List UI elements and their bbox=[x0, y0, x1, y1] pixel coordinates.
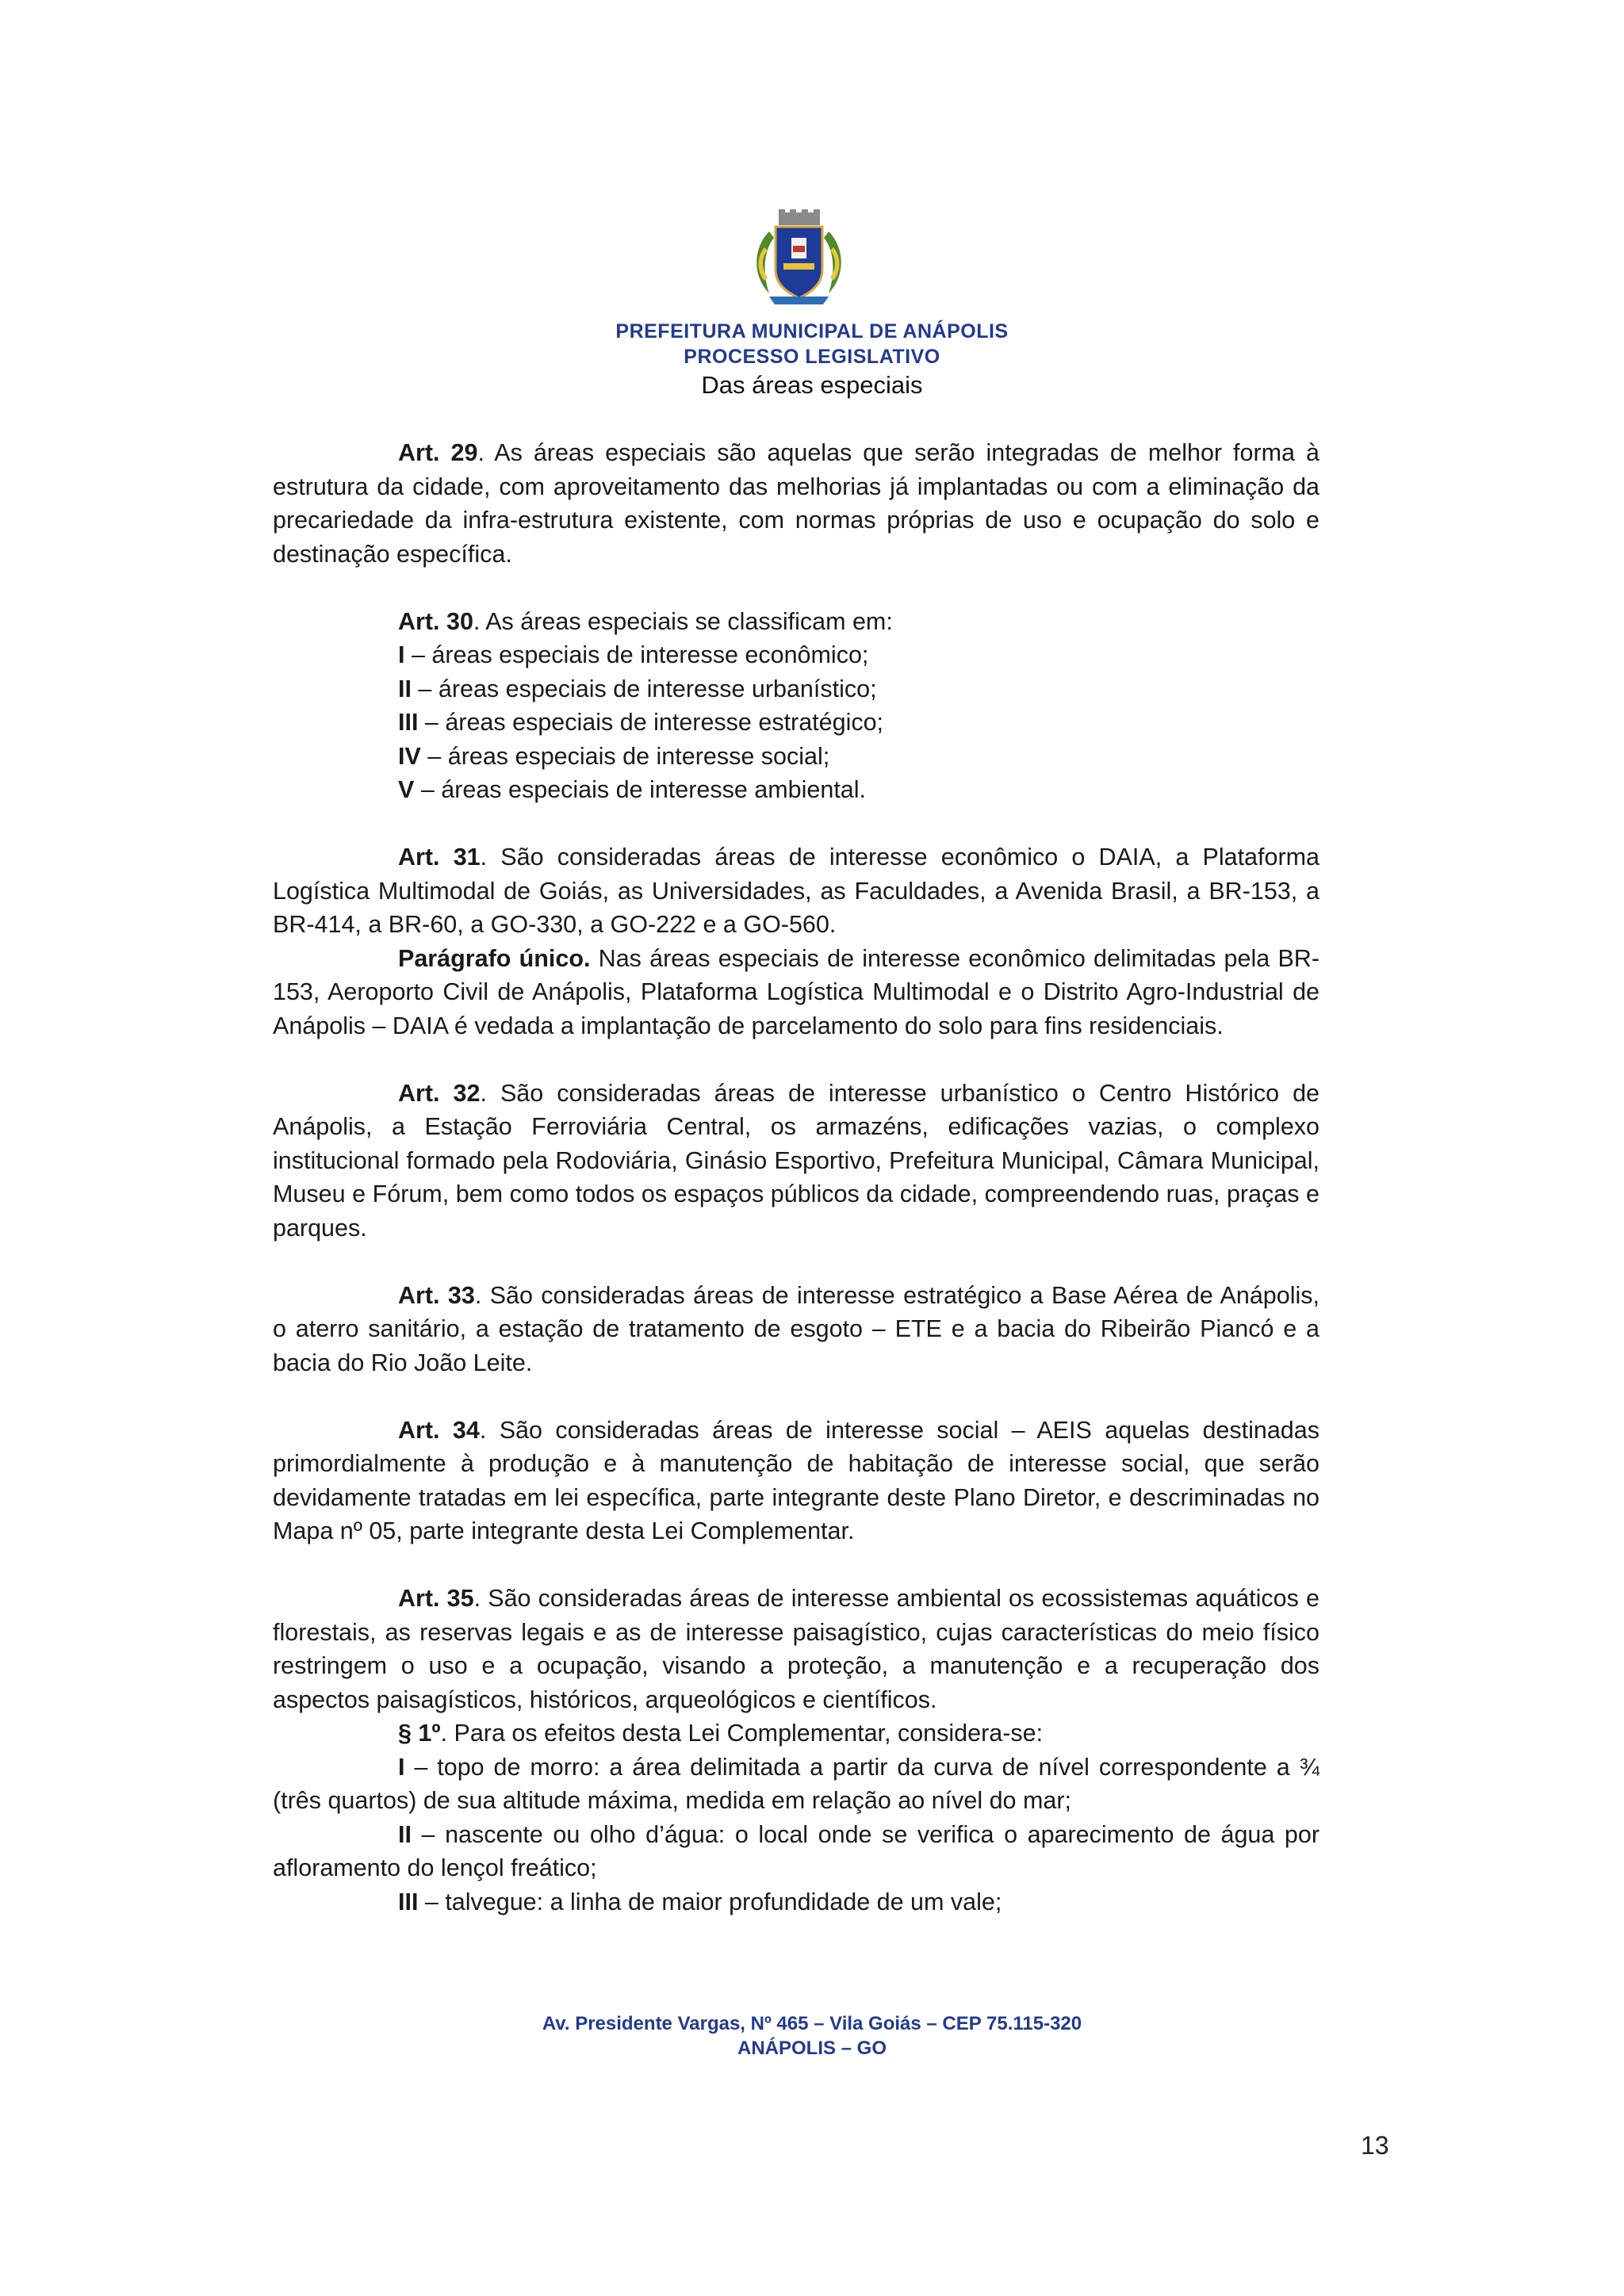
list-item bbox=[273, 672, 1320, 706]
footer-city: ANÁPOLIS – GO bbox=[737, 2038, 887, 2059]
sole-paragraph bbox=[273, 942, 1320, 1043]
item-number: I bbox=[398, 1753, 405, 1781]
article-label: Art. 31 bbox=[398, 844, 481, 871]
item-text: – talvegue: a linha de maior profundidade de um vale; bbox=[418, 1888, 1002, 1915]
article-29 bbox=[273, 436, 1320, 571]
article-32 bbox=[273, 1077, 1320, 1246]
paragraph-label: Parágrafo único. bbox=[398, 944, 591, 972]
article-label: Art. 29 bbox=[398, 439, 478, 466]
header-organization: PREFEITURA MUNICIPAL DE ANÁPOLIS bbox=[615, 320, 1009, 342]
item-number: III bbox=[398, 709, 419, 736]
list-item bbox=[273, 773, 1320, 807]
header-process: PROCESSO LEGISLATIVO bbox=[684, 346, 940, 368]
item-number: I bbox=[398, 641, 405, 668]
article-33 bbox=[273, 1279, 1320, 1380]
section-text: . Para os efeitos desta Lei Complementar, considera-se: bbox=[440, 1720, 1044, 1747]
article-label: Art. 34 bbox=[398, 1416, 480, 1444]
section-1 bbox=[273, 1716, 1320, 1751]
article-text: . São consideradas áreas de interesse urbanístico o Centro Histórico de Anápolis, a Estação Ferroviária Central, os armazéns, edificações vazias, o complexo institucional formado pela Rodoviária, Ginásio Esportivo, Prefeitura Municipal, Câmara Municipal, Museu e Fórum, bem como todos os espaços públicos da cidade, compreendendo ruas, praças e parques. bbox=[273, 1079, 1320, 1242]
article-label: Art. 35 bbox=[398, 1585, 474, 1612]
article-label: Art. 32 bbox=[398, 1079, 481, 1107]
article-text: . As áreas especiais se classificam em: bbox=[473, 607, 893, 635]
item-text: – áreas especiais de interesse social; bbox=[420, 742, 830, 770]
article-31 bbox=[273, 840, 1320, 942]
list-item bbox=[273, 1751, 1320, 1818]
item-number: II bbox=[398, 675, 412, 702]
item-number: III bbox=[398, 1888, 419, 1915]
document-body bbox=[273, 436, 1320, 1919]
article-text: . São consideradas áreas de interesse econômico o DAIA, a Plataforma Logística Multimodal de Goiás, as Universidades, as Faculdades, a Avenida Brasil, a BR-153, a BR-414, a BR-60, a GO-330, a GO-222 e a GO-560. bbox=[273, 844, 1320, 938]
item-text: – topo de morro: a área delimitada a partir da curva de nível correspondente a ¾ (três quartos) de sua altitude máxima, medida em relação ao nível do mar; bbox=[273, 1753, 1320, 1814]
article-text: . São consideradas áreas de interesse ambiental os ecossistemas aquáticos e florestais, as reservas legais e as de interesse paisagístico, cujas características do meio físico restringem o uso e a ocupação, visando a proteção, a manutenção e a recuperação dos aspectos paisagísticos, históricos, arqueológicos e científicos. bbox=[273, 1585, 1320, 1713]
article-label: Art. 33 bbox=[398, 1281, 475, 1309]
section-title: Das áreas especiais bbox=[701, 371, 923, 399]
list-item bbox=[273, 638, 1320, 672]
article-text: . As áreas especiais são aquelas que serão integradas de melhor forma à estrutura da cidade, com aproveitamento das melhorias já implantadas ou com a eliminação da precariedade da infra-estrutura existente, com normas próprias de uso e ocupação do solo e destinação específica. bbox=[273, 439, 1320, 568]
list-item bbox=[273, 1885, 1320, 1919]
article-text: . São consideradas áreas de interesse estratégico a Base Aérea de Anápolis, o aterro sanitário, a estação de tratamento de esgoto – ETE e a bacia do Ribeirão Piancó e a bacia do Rio João Leite. bbox=[273, 1281, 1320, 1376]
item-text: – áreas especiais de interesse urbanístico; bbox=[411, 675, 877, 702]
item-number: IV bbox=[398, 742, 421, 770]
article-30 bbox=[273, 605, 1320, 639]
list-item bbox=[273, 706, 1320, 740]
list-item bbox=[273, 740, 1320, 774]
article-35 bbox=[273, 1582, 1320, 1716]
article-text: . São consideradas áreas de interesse social – AEIS aquelas destinadas primordialmente à produção e à manutenção de habitação de interesse social, que serão devidamente tratadas em lei específica, parte integrante deste Plano Diretor, e descriminadas no Mapa nº 05, parte integrante desta Lei Complementar. bbox=[273, 1416, 1320, 1544]
article-label: Art. 30 bbox=[398, 607, 473, 635]
footer-address: Av. Presidente Vargas, Nº 465 – Vila Goiás – CEP 75.115-320 bbox=[542, 2013, 1082, 2034]
section-label: § 1º bbox=[398, 1720, 441, 1747]
municipal-coat-of-arms-icon bbox=[745, 208, 852, 311]
article-34 bbox=[273, 1414, 1320, 1548]
paragraph-text: Nas áreas especiais de interesse econômico delimitadas pela BR-153, Aeroporto Civil de Anápolis, Plataforma Logística Multimodal e o Distrito Agro-Industrial de Anápolis – DAIA é vedada a implantação de parcelamento do solo para fins residenciais. bbox=[273, 944, 1320, 1039]
item-number: II bbox=[398, 1820, 412, 1848]
item-text: – áreas especiais de interesse estratégico; bbox=[418, 709, 884, 736]
item-number: V bbox=[398, 776, 415, 803]
item-text: – áreas especiais de interesse econômico; bbox=[404, 641, 869, 668]
page-number: 13 bbox=[1361, 2131, 1389, 2160]
item-text: – áreas especiais de interesse ambiental. bbox=[414, 776, 866, 803]
item-text: – nascente ou olho d’água: o local onde se verifica o aparecimento de água por afloramento do lençol freático; bbox=[273, 1820, 1320, 1881]
list-item bbox=[273, 1818, 1320, 1885]
